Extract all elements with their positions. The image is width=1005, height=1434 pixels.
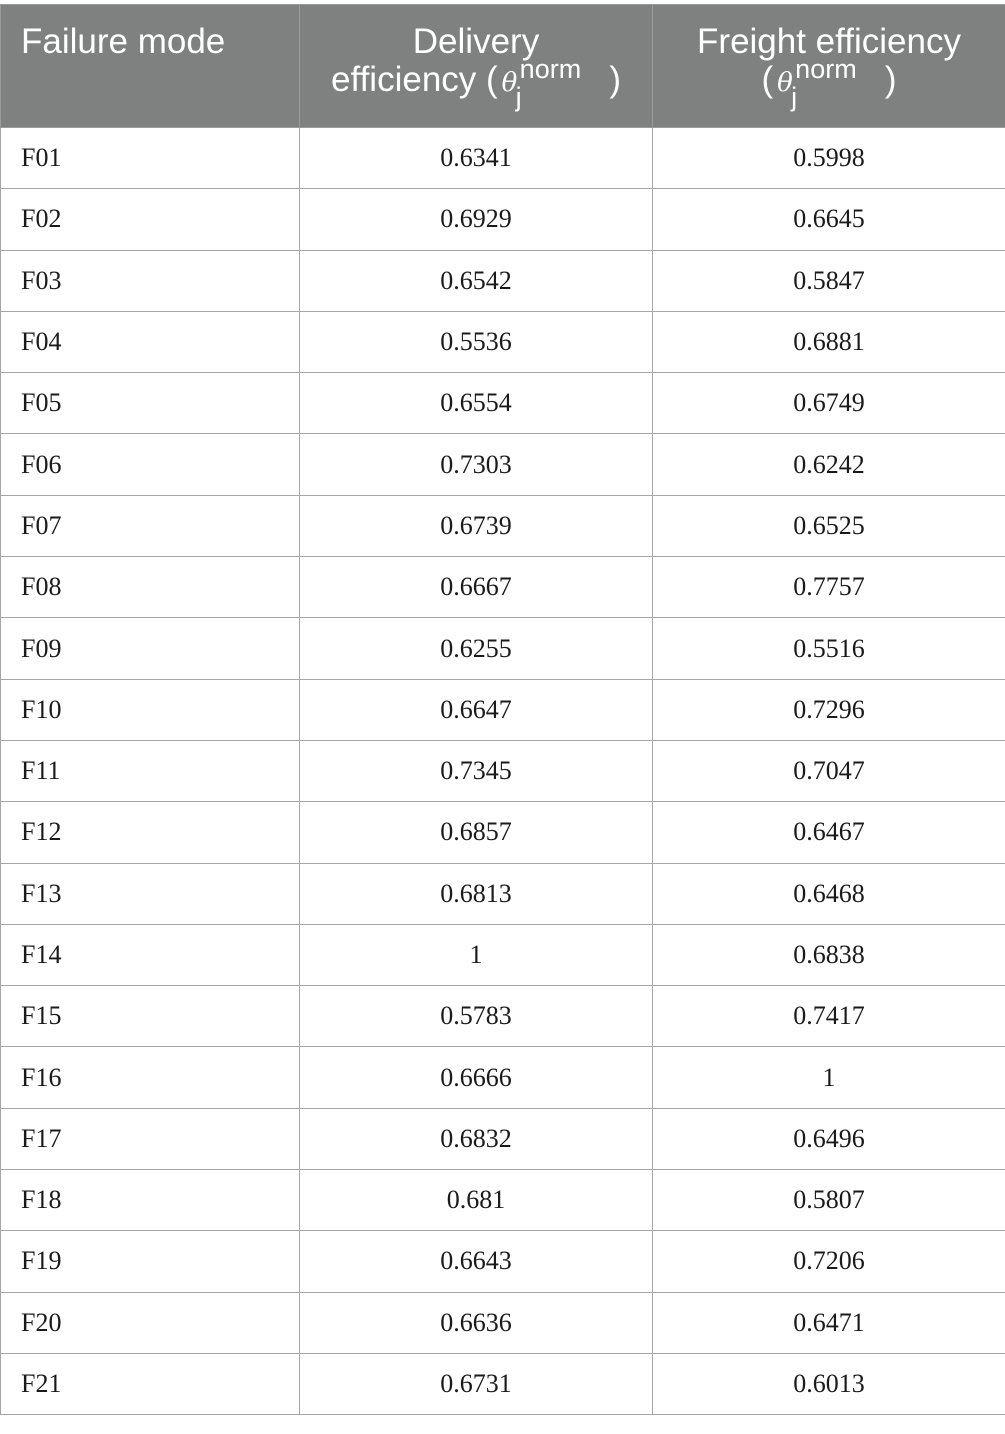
failure-mode-cell: F10 [1,679,300,740]
delivery-efficiency-cell: 0.6929 [300,189,653,250]
theta-superscript: norm [795,54,857,84]
failure-mode-cell: F04 [1,311,300,372]
table-row [1,373,1005,434]
freight-efficiency-cell: 0.7206 [653,1231,1005,1292]
failure-mode-cell: F16 [1,1047,300,1108]
table-row [1,1047,1005,1108]
header-delivery-line2 [320,54,632,112]
delivery-efficiency-cell: 0.6255 [300,618,653,679]
header-delivery-label: efficiency ( [331,60,498,99]
delivery-efficiency-cell: 0.6667 [300,557,653,618]
delivery-efficiency-cell: 0.6857 [300,802,653,863]
header-failure-mode [1,5,300,128]
theta-symbol: θ norm j [777,64,881,102]
header-failure-mode-label: Failure mode [21,22,226,61]
table-row [1,924,1005,985]
table-row [1,863,1005,924]
freight-efficiency-cell: 0.6496 [653,1108,1005,1169]
failure-mode-cell: F20 [1,1292,300,1353]
failure-mode-cell: F15 [1,986,300,1047]
failure-mode-cell: F03 [1,250,300,311]
delivery-efficiency-cell: 1 [300,924,653,985]
header-delivery-close: ) [609,60,621,99]
theta-subscript: j [515,82,522,112]
theta-subscript: j [791,82,798,112]
freight-efficiency-cell: 0.6645 [653,189,1005,250]
freight-efficiency-cell: 0.6467 [653,802,1005,863]
table-row [1,740,1005,801]
table-header [1,5,1005,128]
table-row [1,1170,1005,1231]
header-freight-line1: Freight efficiency [697,22,961,61]
delivery-efficiency-cell: 0.6341 [300,128,653,189]
freight-efficiency-cell: 0.5998 [653,128,1005,189]
failure-mode-cell: F05 [1,373,300,434]
delivery-efficiency-cell: 0.6832 [300,1108,653,1169]
delivery-efficiency-cell: 0.5783 [300,986,653,1047]
freight-efficiency-cell: 0.6881 [653,311,1005,372]
table-row [1,679,1005,740]
failure-mode-cell: F02 [1,189,300,250]
freight-efficiency-cell: 0.6242 [653,434,1005,495]
table-row [1,1231,1005,1292]
delivery-efficiency-cell: 0.6813 [300,863,653,924]
delivery-efficiency-cell: 0.6739 [300,495,653,556]
freight-efficiency-cell: 0.7417 [653,986,1005,1047]
delivery-efficiency-cell: 0.6542 [300,250,653,311]
delivery-efficiency-cell: 0.6636 [300,1292,653,1353]
failure-mode-cell: F12 [1,802,300,863]
delivery-efficiency-cell: 0.7345 [300,740,653,801]
table-row [1,495,1005,556]
delivery-efficiency-cell: 0.681 [300,1170,653,1231]
delivery-efficiency-cell: 0.7303 [300,434,653,495]
table-row [1,434,1005,495]
freight-efficiency-cell: 0.6013 [653,1353,1005,1414]
table-row [1,1292,1005,1353]
failure-mode-cell: F01 [1,128,300,189]
failure-mode-cell: F17 [1,1108,300,1169]
delivery-efficiency-cell: 0.5536 [300,311,653,372]
failure-mode-cell: F07 [1,495,300,556]
failure-mode-cell: F19 [1,1231,300,1292]
header-delivery-line1: Delivery [412,22,540,61]
theta-superscript: norm [519,54,582,84]
table-row [1,128,1005,189]
freight-efficiency-cell: 0.5807 [653,1170,1005,1231]
failure-mode-cell: F06 [1,434,300,495]
theta-symbol: θ norm j [502,64,606,102]
header-freight-line2 [673,54,985,112]
header-freight-efficiency [653,5,1005,128]
delivery-efficiency-cell: 0.6554 [300,373,653,434]
efficiency-table [0,4,1005,1415]
delivery-efficiency-cell: 0.6731 [300,1353,653,1414]
freight-efficiency-cell: 0.6471 [653,1292,1005,1353]
freight-efficiency-cell: 0.7047 [653,740,1005,801]
header-delivery-efficiency [300,5,653,128]
table-row [1,557,1005,618]
delivery-efficiency-cell: 0.6647 [300,679,653,740]
delivery-efficiency-cell: 0.6643 [300,1231,653,1292]
failure-mode-cell: F13 [1,863,300,924]
failure-mode-cell: F11 [1,740,300,801]
freight-efficiency-cell: 0.5516 [653,618,1005,679]
table-row [1,618,1005,679]
freight-efficiency-cell: 0.5847 [653,250,1005,311]
header-freight-open: ( [761,60,774,99]
header-row [1,5,1005,128]
table-row [1,250,1005,311]
table-row [1,1108,1005,1169]
failure-mode-cell: F14 [1,924,300,985]
failure-mode-cell: F08 [1,557,300,618]
freight-efficiency-cell: 0.6525 [653,495,1005,556]
freight-efficiency-cell: 0.6838 [653,924,1005,985]
table-row [1,311,1005,372]
freight-efficiency-cell: 1 [653,1047,1005,1108]
freight-efficiency-cell: 0.7296 [653,679,1005,740]
table-row [1,986,1005,1047]
failure-mode-cell: F18 [1,1170,300,1231]
freight-efficiency-cell: 0.6749 [653,373,1005,434]
table-body [1,128,1005,1415]
table-row [1,1353,1005,1414]
header-freight-close: ) [884,60,897,99]
freight-efficiency-cell: 0.6468 [653,863,1005,924]
table-row [1,802,1005,863]
failure-mode-cell: F21 [1,1353,300,1414]
failure-mode-cell: F09 [1,618,300,679]
delivery-efficiency-cell: 0.6666 [300,1047,653,1108]
freight-efficiency-cell: 0.7757 [653,557,1005,618]
table-row [1,189,1005,250]
